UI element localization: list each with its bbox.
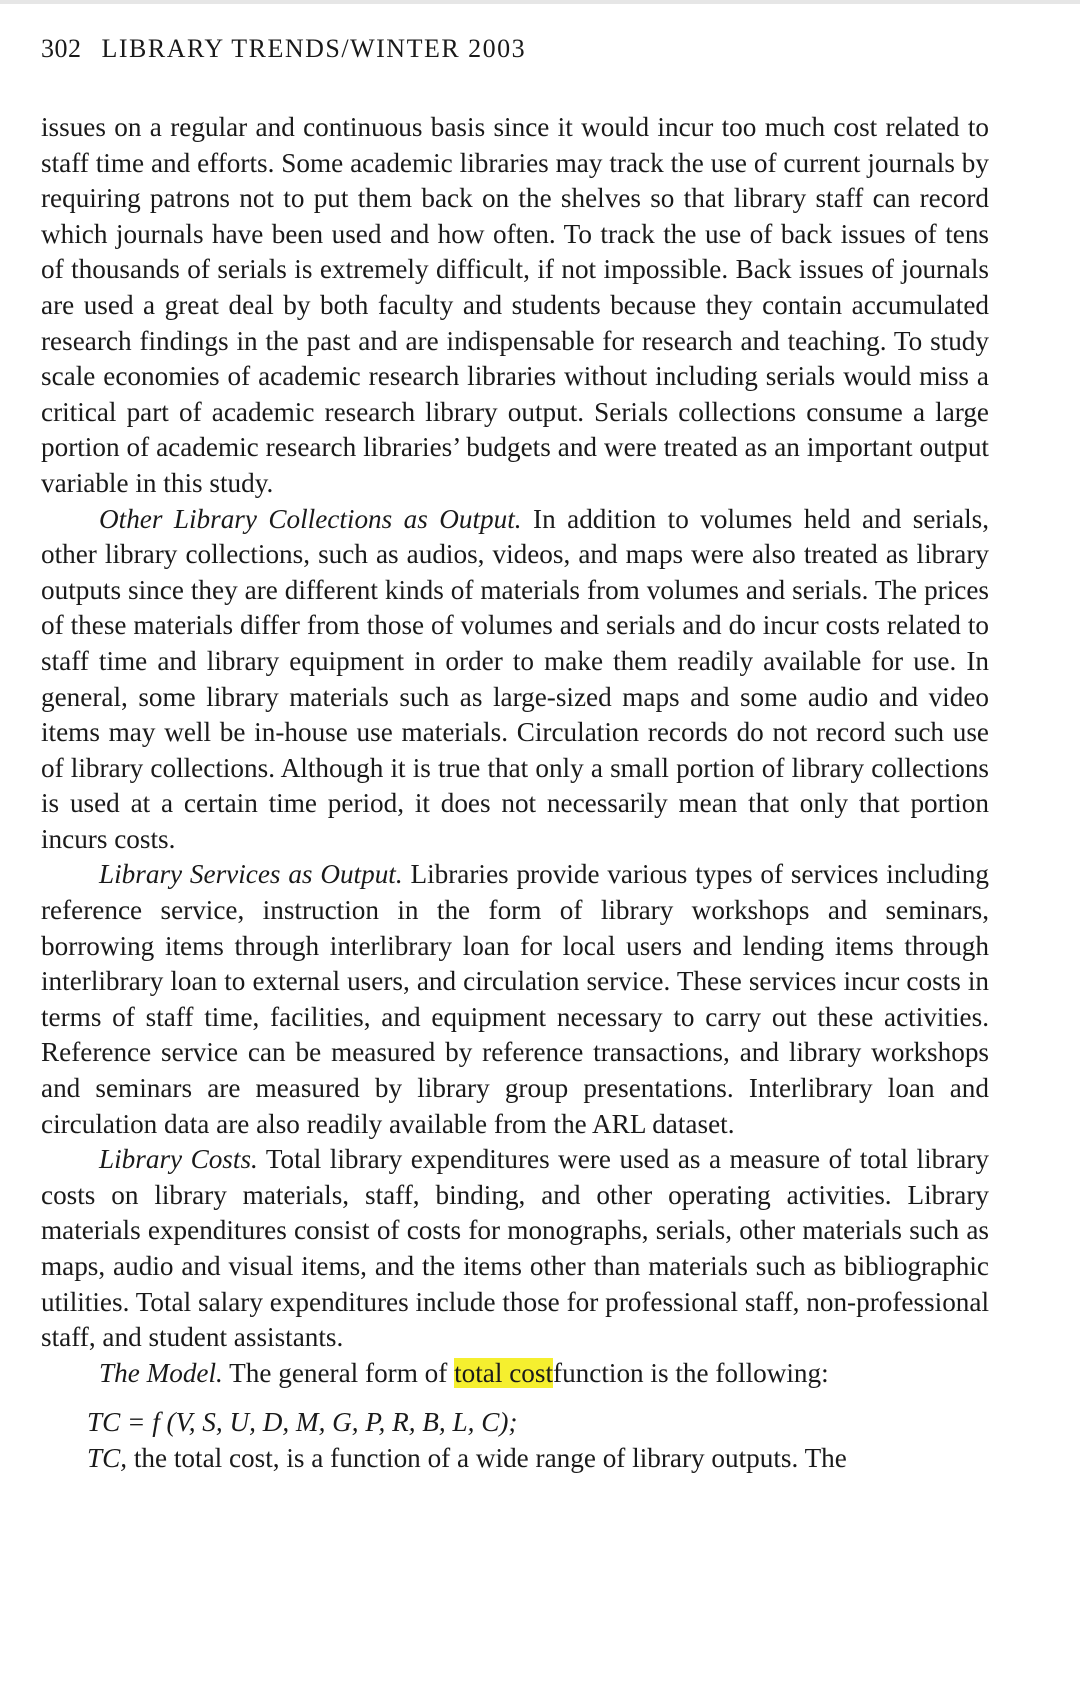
paragraph-text: function is the following: [553,1357,829,1388]
paragraph-other-collections [41,502,989,858]
running-header [41,34,526,64]
cost-function-equation: TC = f (V, S, U, D, M, G, P, R, B, L, C); [87,1407,518,1438]
paragraph-text: In addition to volumes held and serials, other library collections, such as audios, videos, and maps were also treated as library outputs since they are different kinds of materials from volumes and serials. The prices of these materials differ from those of volumes and serials and do incur costs related to staff time and library equipment in order to make them readily available for use. In general, some library materials such as large-sized maps and some audio and video items may well be in-house use materials. Circulation records do not record such use of library collections. Although it is true that only a small portion of library collections is used at a certain time period, it does not necessarily mean that only that portion incurs costs. [41,503,990,854]
body-text [41,110,989,1477]
paragraph-text: Total library expenditures were used as a measure of total library costs on library materials, staff, binding, and other operating activities. Library materials expenditures consist of costs for monographs, serials, other materials such as maps, audio and visual items, and the items other than materials such as bibliographic utilities. Total salary expenditures include those for professional staff, non-professional staff, and student assistants. [41,1144,990,1353]
paragraph-tc-definition [41,1441,989,1477]
section-heading-library-services: Library Services as Output. [99,859,403,890]
top-border [0,0,1080,4]
paragraph-text: Libraries provide various types of services including reference service, instruction in the form of library workshops and seminars, borrowing items through interlibrary loan for local users and lending items through interlibrary loan to external users, and circulation service. These services incur costs in terms of staff time, facilities, and equipment necessary to carry out these activities. Reference service can be measured by reference transactions, and library workshops and seminars are measured by library group presentations. Interlibrary loan and circulation data are also readily available from the ARL dataset. [41,859,989,1139]
page-number: 302 [41,34,82,63]
journal-title: LIBRARY TRENDS/WINTER 2003 [101,34,527,63]
paragraph-library-services [41,857,989,1142]
paragraph-text: The general form of [229,1357,448,1388]
tc-term: TC, [87,1442,128,1473]
section-heading-other-collections: Other Library Collections as Output. [99,503,522,534]
paragraph-text: the total cost, is a function of a wide range of library outputs. The [133,1442,847,1473]
paragraph-the-model [41,1356,989,1392]
section-heading-library-costs: Library Costs. [99,1144,258,1175]
paragraph-library-costs [41,1142,989,1356]
section-heading-the-model: The Model. [99,1357,223,1388]
highlighted-text: total cost [454,1357,554,1388]
paragraph-serials: issues on a regular and continuous basis since it would incur too much cost related to staff time and efforts. Some academic libraries may track the use of current journals by requiring patrons not to put them back on the shelves so that library staff can record which journals have been used and how often. To track the use of back issues of tens of thousands of serials is extremely difficult, if not impossible. Back issues of journals are used a great deal by both faculty and students because they contain accumulated research findings in the past and are indispensable for research and teaching. To study scale economies of academic research libraries without including serials would miss a critical part of academic research library output. Serials collections consume a large portion of academic research libraries’ budgets and were treated as an important output variable in this study. [41,112,989,498]
